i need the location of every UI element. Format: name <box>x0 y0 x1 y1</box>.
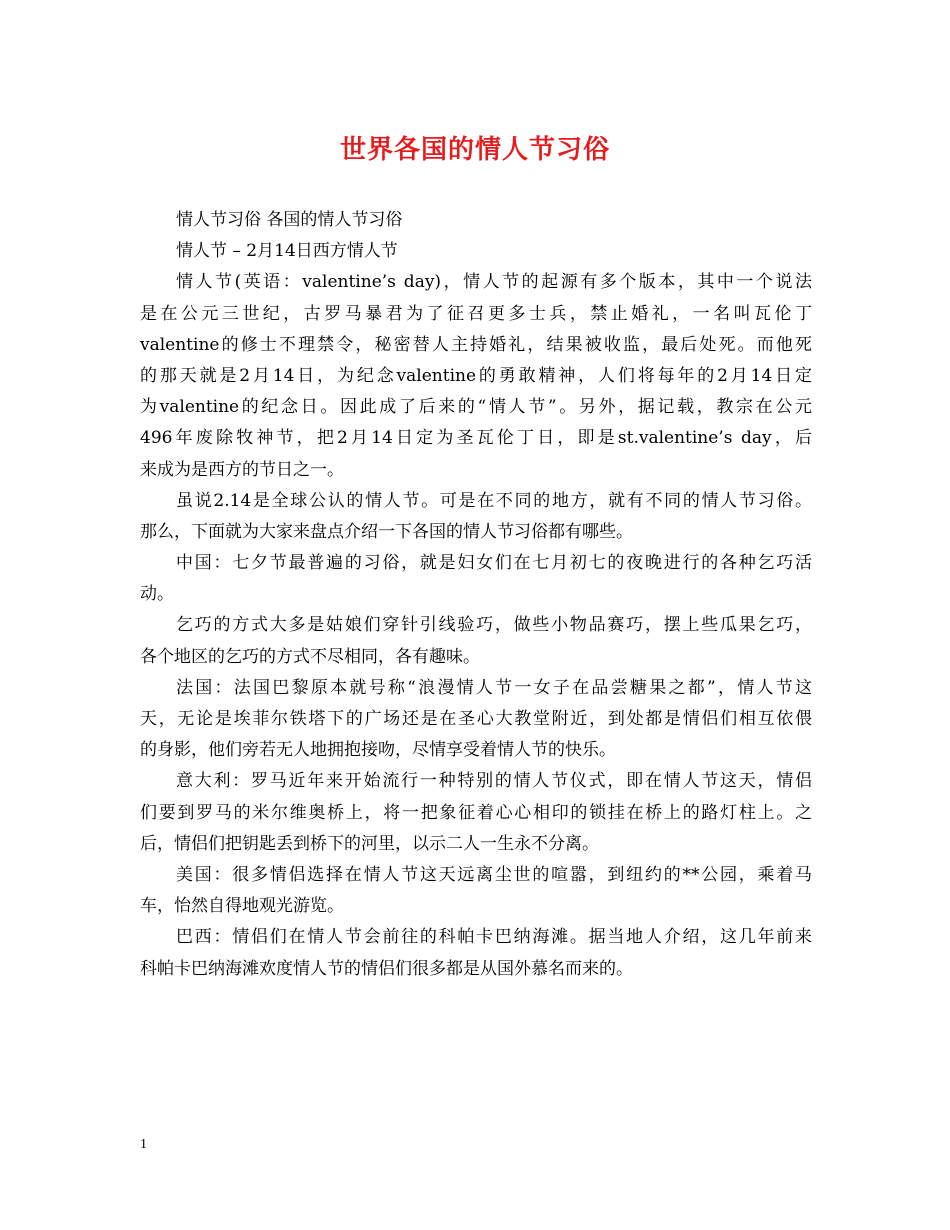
text-line: 乞巧的方式大多是姑娘们穿针引线验巧，做些小物品赛巧，摆上些瓜果乞巧， <box>176 615 812 636</box>
text-line: 来成为是西方的节日之一。 <box>140 459 344 480</box>
text-line: 为valentine的纪念日。因此成了后来的“情人节”。另外，据记载，教宗在公元 <box>140 397 812 418</box>
text-line: 情人节(英语：valentine’s day)，情人节的起源有多个版本，其中一个说法 <box>176 272 812 293</box>
text-line: 情人节 – 2月14日西方情人节 <box>176 241 398 262</box>
text-line: 们要到罗马的米尔维奥桥上，将一把象征着心心相印的锁挂在桥上的路灯柱上。之 <box>140 802 812 823</box>
document-body <box>140 205 812 985</box>
text-line: 中国：七夕节最普遍的习俗，就是妇女们在七月初七的夜晚进行的各种乞巧活 <box>176 553 812 574</box>
text-line: 意大利：罗马近年来开始流行一种特别的情人节仪式，即在情人节这天，情侣 <box>176 771 812 792</box>
text-line: 各个地区的乞巧的方式不尽相同，各有趣味。 <box>140 646 480 667</box>
document-title: 世界各国的情人节习俗 <box>339 135 610 165</box>
text-line: 美国：很多情侣选择在情人节这天远离尘世的喧嚣，到纽约的**公园，乘着马 <box>176 864 812 885</box>
text-line: 科帕卡巴纳海滩欢度情人节的情侣们很多都是从国外慕名而来的。 <box>140 958 633 979</box>
text-line: 情人节习俗 各国的情人节习俗 <box>176 210 403 230</box>
text-line: 496年废除牧神节，把2月14日定为圣瓦伦丁日，即是st.valentine’s day，后 <box>140 428 812 449</box>
page-number: 1 <box>140 1137 147 1152</box>
text-line: valentine的修士不理禁令，秘密替人主持婚礼，结果被收监，最后处死。而他死 <box>140 334 812 355</box>
text-line: 虽说2.14是全球公认的情人节。可是在不同的地方，就有不同的情人节习俗。 <box>176 490 812 511</box>
text-line: 法国：法国巴黎原本就号称“浪漫情人节一女子在品尝糖果之都”，情人节这 <box>176 677 812 698</box>
text-line: 车，怡然自得地观光游览。 <box>140 896 344 917</box>
text-line: 的那天就是2月14日，为纪念valentine的勇敢精神，人们将每年的2月14日定 <box>140 365 812 386</box>
text-line: 的身影，他们旁若无人地拥抱接吻，尽情享受着情人节的快乐。 <box>140 740 616 761</box>
text-line: 那么，下面就为大家来盘点介绍一下各国的情人节习俗都有哪些。 <box>140 521 633 542</box>
text-line: 是在公元三世纪，古罗马暴君为了征召更多士兵，禁止婚礼，一名叫瓦伦丁 <box>140 303 812 324</box>
text-line: 动。 <box>140 584 174 605</box>
text-line: 天，无论是埃菲尔铁塔下的广场还是在圣心大教堂附近，到处都是情侣们相互依偎 <box>140 709 812 729</box>
text-line: 后，情侣们把钥匙丢到桥下的河里，以示二人一生永不分离。 <box>140 833 599 854</box>
text-line: 巴西：情侣们在情人节会前往的科帕卡巴纳海滩。据当地人介绍，这几年前来 <box>176 927 812 948</box>
